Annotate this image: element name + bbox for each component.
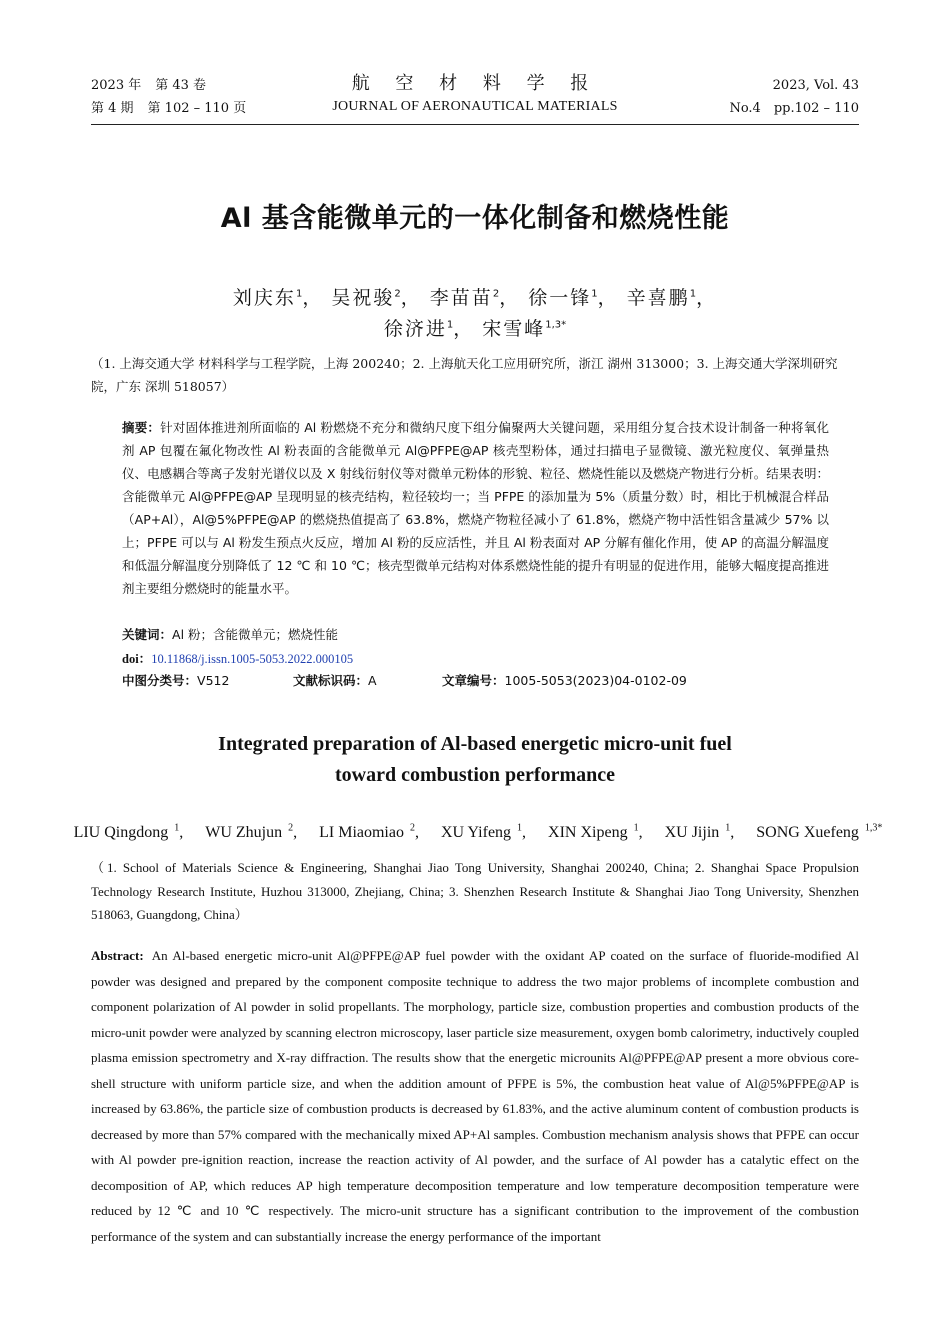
abstract-cn xyxy=(122,416,829,600)
document-code: 文献标识码：A xyxy=(293,673,377,688)
author-cn: 徐济进$^1$ xyxy=(383,318,454,340)
header-issue-pages-en: No.4 pp.102 – 110 xyxy=(729,101,859,116)
authors-cn-line1: 刘庆东$^1$， 吴祝骏$^2$， 李苗苗$^2$， 徐一锋$^1$， 辛喜鹏$^1$， xyxy=(232,287,718,309)
abstract-en-label: Abstract: xyxy=(91,948,144,963)
header-pages-cn: 第 102 – 110 页 xyxy=(147,101,247,116)
doi-link[interactable]: 10.11868/j.issn.1005-5053.2022.000105 xyxy=(151,652,354,666)
author-cn: 辛喜鹏$^1$ xyxy=(626,287,697,309)
author-cn: 宋雪峰$^{1,3*}$ xyxy=(482,318,567,340)
authors-cn-line2: 徐济进$^1$， 宋雪峰$^{1,3*}$ xyxy=(383,318,567,340)
journal-name-cn: 航 空 材 料 学 报 xyxy=(351,73,599,94)
author-en: LI Miaomiao $^2$, xyxy=(319,823,419,842)
header-right xyxy=(729,74,859,120)
author-cn: 刘庆东$^1$ xyxy=(232,287,303,309)
author-en: WU Zhujun $^2$, xyxy=(205,823,298,842)
author-en: LIU Qingdong $^1$, xyxy=(73,823,184,842)
author-cn: 吴祝骏$^2$ xyxy=(331,287,401,309)
header-volume-cn: 第 43 卷 xyxy=(155,78,207,93)
keywords-cn: 关键词：Al 粉；含能微单元；燃烧性能 xyxy=(122,627,339,642)
header-year-vol-en: 2023, Vol. 43 xyxy=(772,78,859,93)
journal-name-en: JOURNAL OF AERONAUTICAL MATERIALS xyxy=(332,99,618,114)
abstract-cn-label: 摘要： xyxy=(122,420,161,435)
article-number: 文章编号：1005-5053(2023)04-0102-09 xyxy=(442,673,687,688)
author-cn: 李苗苗$^2$ xyxy=(429,287,500,309)
authors-en xyxy=(0,823,950,842)
author-en: SONG Xuefeng $^{1,3*}$ xyxy=(756,823,883,842)
doi-line: doi：10.11868/j.issn.1005-5053.2022.000105 xyxy=(122,652,354,666)
header-issue-cn: 第 4 期 xyxy=(91,101,134,116)
affiliations-en: （1. School of Materials Science & Engineering, Shanghai Jiao Tong University, Shanghai 200240, China; 2. Shanghai Space Propulsion Technology Research Institute, Huzhou 313000, Zhejiang, China; 3. Shenzhen Research Institute & Shanghai Jiao Tong University, Shenzhen 518063, Guangdong, China） xyxy=(91,860,859,922)
author-en: XU Jijin $^1$, xyxy=(664,823,735,842)
header-divider xyxy=(91,124,859,125)
abstract-cn-text: 针对固体推进剂所面临的 Al 粉燃烧不充分和微纳尺度下组分偏聚两大关键问题，采用组分复合技术设计制备一种将氧化剂 AP 包覆在氟化物改性 Al 粉表面的含能微单元 Al@PFPE@AP 核壳型粉体，通过扫描电子显微镜、激光粒度仪、氧弹量热仪、电感耦合等离子发射光谱仪以及 X 射线衍射仪等对微单元粉体的形貌、粒径、燃烧性能以及燃烧产物进行分析。结果表明：含能微单元 Al@PFPE@AP 呈现明显的核壳结构，粒径较均一；当 PFPE 的添加量为 5%（质量分数）时，相比于机械混合样品（AP+Al），Al@5%PFPE@AP 的燃烧热值提高了 63.8%，燃烧产物粒径减小了 61.8%，燃烧产物中活性铝含量减少 57% 以上；PFPE 可以与 Al 粉发生预点火反应，增加 Al 粉的反应活性，并且 Al 粉表面对 AP 分解有催化作用，使 AP 的高温分解温度和低温分解温度分别降低了 12 ℃ 和 10 ℃；核壳型微单元结构对体系燃烧性能的提升有明显的促进作用，能够大幅度提高推进剂主要组分燃烧时的能量水平。 xyxy=(122,420,829,596)
abstract-en-text: An Al-based energetic micro-unit Al@PFPE@AP fuel powder with the oxidant AP coated on the surface of fluoride-modified Al powder was designed and prepared by the component composite technique to address the two major problems of incomplete combustion and component polarization of Al powder in solid propellants. The morphology, particle size, combustion properties and combustion products of the micro-unit powder were analyzed by scanning electron microscopy, laser particle size measurement, oxygen bomb calorimetry, inductively coupled plasma emission spectrometry and X-ray diffraction. The results show that the energetic microunits Al@PFPE@AP present a more obvious core-shell structure with uniform particle size, and when the addition amount of PFPE is 5%, the combustion heat value of Al@5%PFPE@AP is increased by 63.86%, the particle size of combustion products is decreased by 61.83%, and the active aluminum content of combustion products is decreased by more than 57% compared with the mechanically mixed AP+Al samples. Combustion mechanism analysis shows that PFPE can occur with Al powder pre-ignition reaction, increase the reaction activity of Al powder, and the surface of Al powder has a catalytic effect on the decomposition of AP, which reduces AP high temperature decomposition temperature and low temperature decomposition temperature were reduced by 12 ℃ and 10 ℃ respectively. The micro-unit structure has a significant contribution to the improvement of the combustion performance of the system and can substantially increase the energy performance of the important xyxy=(91,948,859,1244)
header-year-cn: 2023 年 xyxy=(91,78,142,93)
clc-number: 中图分类号：V512 xyxy=(122,673,230,688)
paper-title-cn: Al 基含能微单元的一体化制备和燃烧性能 xyxy=(220,203,730,234)
paper-title-en: Integrated preparation of Al-based energetic micro-unit fuel toward combustion performance xyxy=(218,733,732,786)
author-en: XU Yifeng $^1$, xyxy=(440,823,527,842)
author-cn: 徐一锋$^1$ xyxy=(528,287,598,309)
author-en: XIN Xipeng $^1$, xyxy=(548,823,643,842)
affiliations-cn: （1. 上海交通大学 材料科学与工程学院，上海 200240；2. 上海航天化工应用研究所，浙江 湖州 313000；3. 上海交通大学深圳研究院，广东 深圳 518057） xyxy=(91,356,838,394)
abstract-en xyxy=(91,943,859,1249)
